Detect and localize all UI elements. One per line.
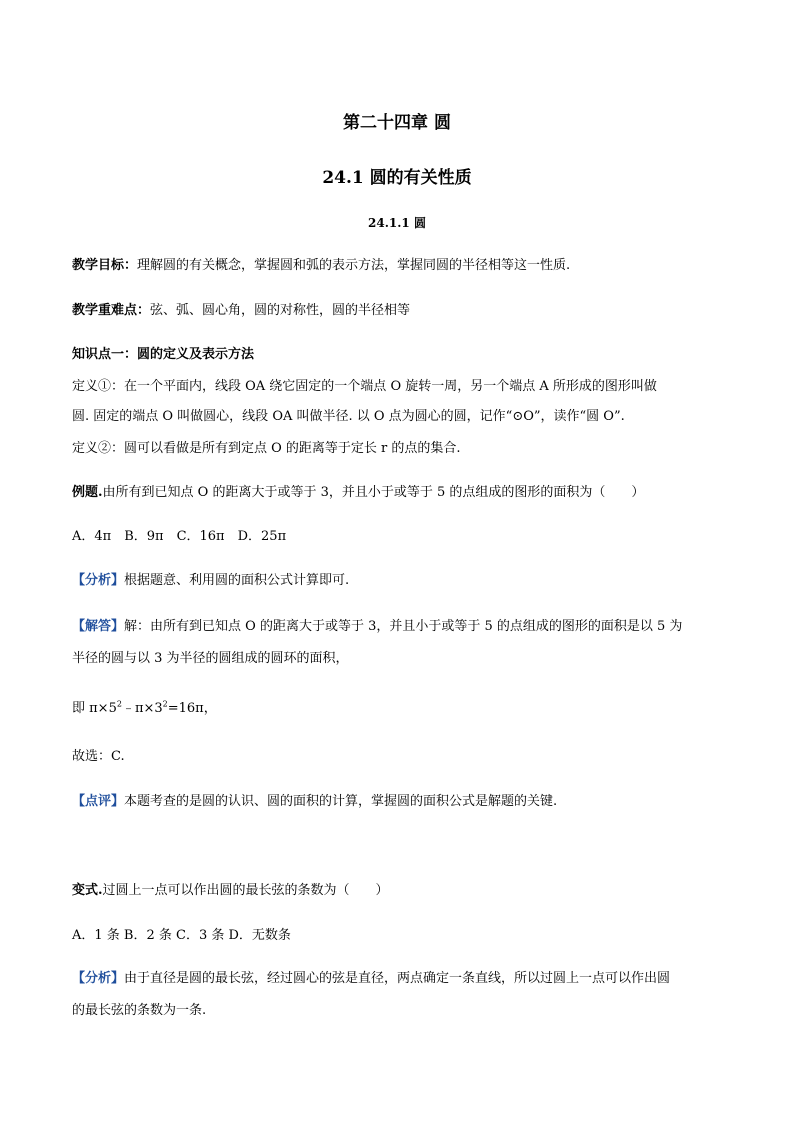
example-options: A．4π B．9π C．16π D．25π xyxy=(72,529,287,544)
answer-text-1: 解：由所有到已知点 O 的距离大于或等于 3，并且小于或等于 5 的点组成的图形的面积是以 5 为 xyxy=(124,619,683,634)
definition1-line2: 圆. 固定的端点 O 叫做圆心，线段 OA 叫做半径. 以 O 点为圆心的圆，记作“⊙O”，读作“圆 O”. xyxy=(72,409,625,424)
comment-label: 【点评】 xyxy=(72,794,125,809)
example-question xyxy=(72,484,644,502)
variant-text: 过圆上一点可以作出圆的最长弦的条数为（ ） xyxy=(102,883,389,898)
example-answer-line2: 半径的圆与以 3 为半径的圆组成的圆环的面积， xyxy=(72,651,349,666)
analysis-label: 【分析】 xyxy=(72,573,125,588)
example-answer-line1 xyxy=(72,618,682,636)
subsection-title: 24.1.1 圆 xyxy=(368,216,426,230)
key-points-text: 弦、弧、圆心角，圆的对称性，圆的半径相等 xyxy=(150,303,411,318)
formula-exp1: 2 xyxy=(116,699,122,709)
teaching-objective xyxy=(72,257,570,275)
formula-part3: =16π， xyxy=(167,701,217,716)
example-text: 由所有到已知点 O 的距离大于或等于 3，并且小于或等于 5 的点组成的图形的面积为（ ） xyxy=(102,485,645,500)
variant-options: A．1 条 B．2 条 C．3 条 D．无数条 xyxy=(72,928,291,943)
comment-text: 本题考查的是圆的认识、圆的面积的计算，掌握圆的面积公式是解题的关键. xyxy=(124,794,558,809)
objective-label: 教学目标： xyxy=(72,258,138,273)
answer-label: 【解答】 xyxy=(72,619,125,634)
example-comment xyxy=(72,793,557,811)
example-label: 例题. xyxy=(72,485,103,500)
knowledge-heading: 知识点一：圆的定义及表示方法 xyxy=(72,347,255,362)
key-difficult-points xyxy=(72,302,410,320)
example-choice: 故选：C. xyxy=(72,749,125,764)
variant-question xyxy=(72,882,389,900)
variant-analysis-label: 【分析】 xyxy=(72,971,125,986)
example-analysis xyxy=(72,572,349,590)
key-points-label: 教学重难点： xyxy=(72,303,151,318)
formula-part1: 即 π×5 xyxy=(72,701,117,716)
variant-analysis-line2: 的最长弦的条数为一条. xyxy=(72,1003,207,1018)
analysis-text: 根据题意、利用圆的面积公式计算即可. xyxy=(124,573,350,588)
chapter-title: 第二十四章 圆 xyxy=(343,113,451,133)
section-title: 24.1 圆的有关性质 xyxy=(322,168,472,188)
example-formula xyxy=(72,700,217,718)
variant-label: 变式. xyxy=(72,883,103,898)
formula-part2: ﹣π×3 xyxy=(121,701,163,716)
variant-analysis-line1 xyxy=(72,970,670,988)
definition1-line1: 定义①：在一个平面内，线段 OA 绕它固定的一个端点 O 旋转一周，另一个端点 A 所形成的图形叫做 xyxy=(72,379,657,394)
objective-text: 理解圆的有关概念，掌握圆和弧的表示方法，掌握同圆的半径相等这一性质. xyxy=(137,258,571,273)
formula-exp2: 2 xyxy=(162,699,168,709)
variant-analysis-text-1: 由于直径是圆的最长弦，经过圆心的弦是直径，两点确定一条直线，所以过圆上一点可以作出圆 xyxy=(124,971,671,986)
definition2: 定义②：圆可以看做是所有到定点 O 的距离等于定长 r 的点的集合. xyxy=(72,441,461,456)
